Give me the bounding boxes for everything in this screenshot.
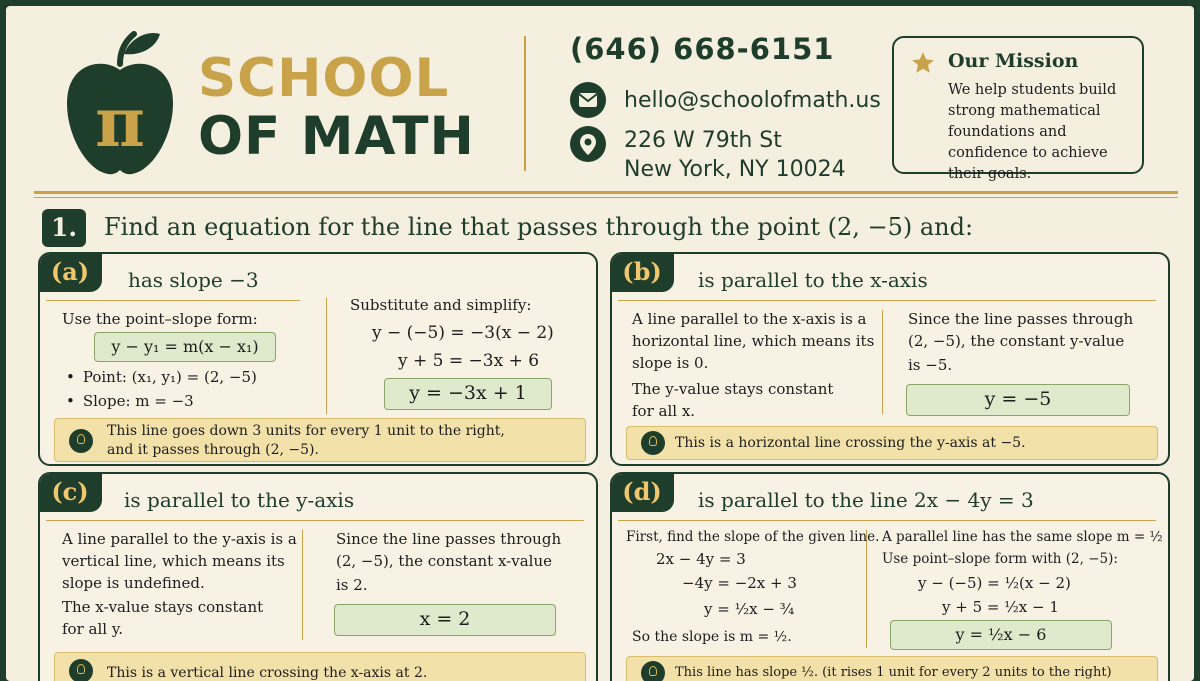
lightbulb-icon: [641, 431, 665, 455]
brand-name-line1: SCHOOL: [198, 48, 450, 109]
part-d-card: [610, 472, 1170, 681]
part-c-answer: x = 2: [334, 604, 556, 636]
address-line1: 226 W 79th St: [624, 128, 782, 153]
lightbulb-icon: [641, 661, 665, 681]
part-c-card: [38, 472, 598, 681]
part-d-slope-result: So the slope is m = ½.: [632, 629, 792, 645]
worksheet-page: [6, 6, 1194, 681]
part-b-card: [610, 252, 1170, 466]
part-c-title: is parallel to the y-axis: [124, 488, 355, 512]
part-b-note-text: This is a horizontal line crossing the y-axis at −5.: [675, 435, 1026, 451]
part-a-column-divider: [326, 298, 327, 414]
part-b-underline: [618, 300, 1156, 301]
header-rule-thin: [34, 197, 1178, 198]
part-b-left-line5: for all x.: [632, 402, 696, 420]
header-divider: [524, 36, 526, 171]
part-d-equation-3: y = ½x − ¾: [704, 600, 795, 618]
part-b-left-line2: horizontal line, which means its: [632, 332, 875, 350]
part-c-right-line2: (2, −5), the constant x-value: [336, 552, 552, 570]
star-icon: [910, 50, 936, 76]
part-d-right-line2: Use point–slope form with (2, −5):: [882, 551, 1118, 567]
part-a-underline: [46, 300, 300, 301]
part-d-left-intro: First, find the slope of the given line.: [626, 529, 880, 545]
logo-pi-symbol: π: [95, 83, 145, 163]
part-d-note: [626, 656, 1158, 681]
part-c-note-text: This is a vertical line crossing the x-axis at 2.: [107, 665, 428, 681]
location-pin-icon: [570, 126, 606, 162]
part-a-tag: (a): [38, 252, 102, 292]
problem-number: 1.: [42, 209, 86, 247]
part-a-title: has slope −3: [128, 268, 259, 292]
problem-prompt: Find an equation for the line that passes through the point (2, −5) and:: [104, 213, 974, 241]
part-d-right-equation-2: y + 5 = ½x − 1: [942, 598, 1059, 616]
part-b-column-divider: [882, 310, 883, 414]
part-b-right-line1: Since the line passes through: [908, 310, 1134, 328]
part-b-left-line4: The y-value stays constant: [632, 380, 834, 398]
part-c-note: [54, 652, 586, 681]
part-c-left-line5: for all y.: [62, 620, 124, 638]
part-b-title: is parallel to the x-axis: [698, 268, 928, 292]
part-a-slope-bullet: • Slope: m = −3: [66, 390, 194, 412]
part-d-right-equation-1: y − (−5) = ½(x − 2): [918, 574, 1071, 592]
address: [624, 126, 846, 184]
part-c-tag: (c): [38, 472, 102, 512]
address-line2: New York, NY 10024: [624, 157, 846, 182]
part-a-equation-1: y − (−5) = −3(x − 2): [372, 323, 554, 343]
part-c-underline: [46, 520, 584, 521]
part-c-left-line1: A line parallel to the y-axis is a: [62, 530, 297, 548]
email-icon: [570, 82, 606, 118]
part-a-left-intro: Use the point–slope form:: [62, 310, 258, 328]
brand-name-line2: OF MATH: [198, 106, 475, 167]
email-address[interactable]: hello@schoolofmath.us: [624, 88, 881, 113]
part-b-answer: y = −5: [906, 384, 1130, 416]
part-d-title: is parallel to the line 2x − 4y = 3: [698, 488, 1034, 512]
mission-text: We help students build strong mathematical foundations and confidence to achieve their goals.: [948, 82, 1117, 182]
part-c-column-divider: [302, 530, 303, 640]
phone-number[interactable]: (646) 668-6151: [570, 32, 835, 66]
part-d-equation-1: 2x − 4y = 3: [656, 550, 746, 568]
part-c-right-line3: is 2.: [336, 576, 368, 594]
part-d-answer: y = ½x − 6: [890, 620, 1112, 650]
part-a-point-bullet: • Point: (x₁, y₁) = (2, −5): [66, 366, 257, 388]
lightbulb-icon: [69, 659, 93, 681]
part-d-equation-2: −4y = −2x + 3: [682, 574, 797, 592]
part-b-right-line2: (2, −5), the constant y-value: [908, 332, 1125, 350]
part-a-note: [54, 418, 586, 462]
part-b-left-line3: slope is 0.: [632, 354, 709, 372]
part-a-note-line2: and it passes through (2, −5).: [107, 442, 319, 458]
part-d-tag: (d): [610, 472, 674, 512]
part-b-right-line3: is −5.: [908, 356, 953, 374]
part-c-left-line3: slope is undefined.: [62, 574, 205, 592]
part-a-equation-2: y + 5 = −3x + 6: [398, 351, 540, 371]
mission-box: [892, 36, 1144, 182]
part-b-tag: (b): [610, 252, 674, 292]
mission-title: Our Mission: [948, 50, 1079, 72]
part-a-answer: y = −3x + 1: [384, 378, 552, 410]
part-c-right-line1: Since the line passes through: [336, 530, 562, 548]
part-a-right-intro: Substitute and simplify:: [350, 296, 532, 314]
part-a-note-line1: This line goes down 3 units for every 1 unit to the right,: [107, 423, 505, 439]
lightbulb-icon: [69, 429, 93, 453]
part-a-card: [38, 252, 598, 466]
part-d-note-text: This line has slope ½. (it rises 1 unit for every 2 units to the right): [675, 665, 1112, 680]
part-c-left-line4: The x-value stays constant: [62, 598, 264, 616]
part-d-right-line1: A parallel line has the same slope m = ½: [882, 529, 1163, 545]
part-c-left-line2: vertical line, which means its: [62, 552, 285, 570]
point-slope-formula: y − y₁ = m(x − x₁): [94, 332, 276, 362]
part-b-left-line1: A line parallel to the x-axis is a: [632, 310, 867, 328]
apple-pi-logo-icon: [64, 28, 176, 178]
header-rule: [34, 191, 1178, 194]
part-b-note: [626, 426, 1158, 460]
part-d-underline: [618, 520, 1156, 521]
